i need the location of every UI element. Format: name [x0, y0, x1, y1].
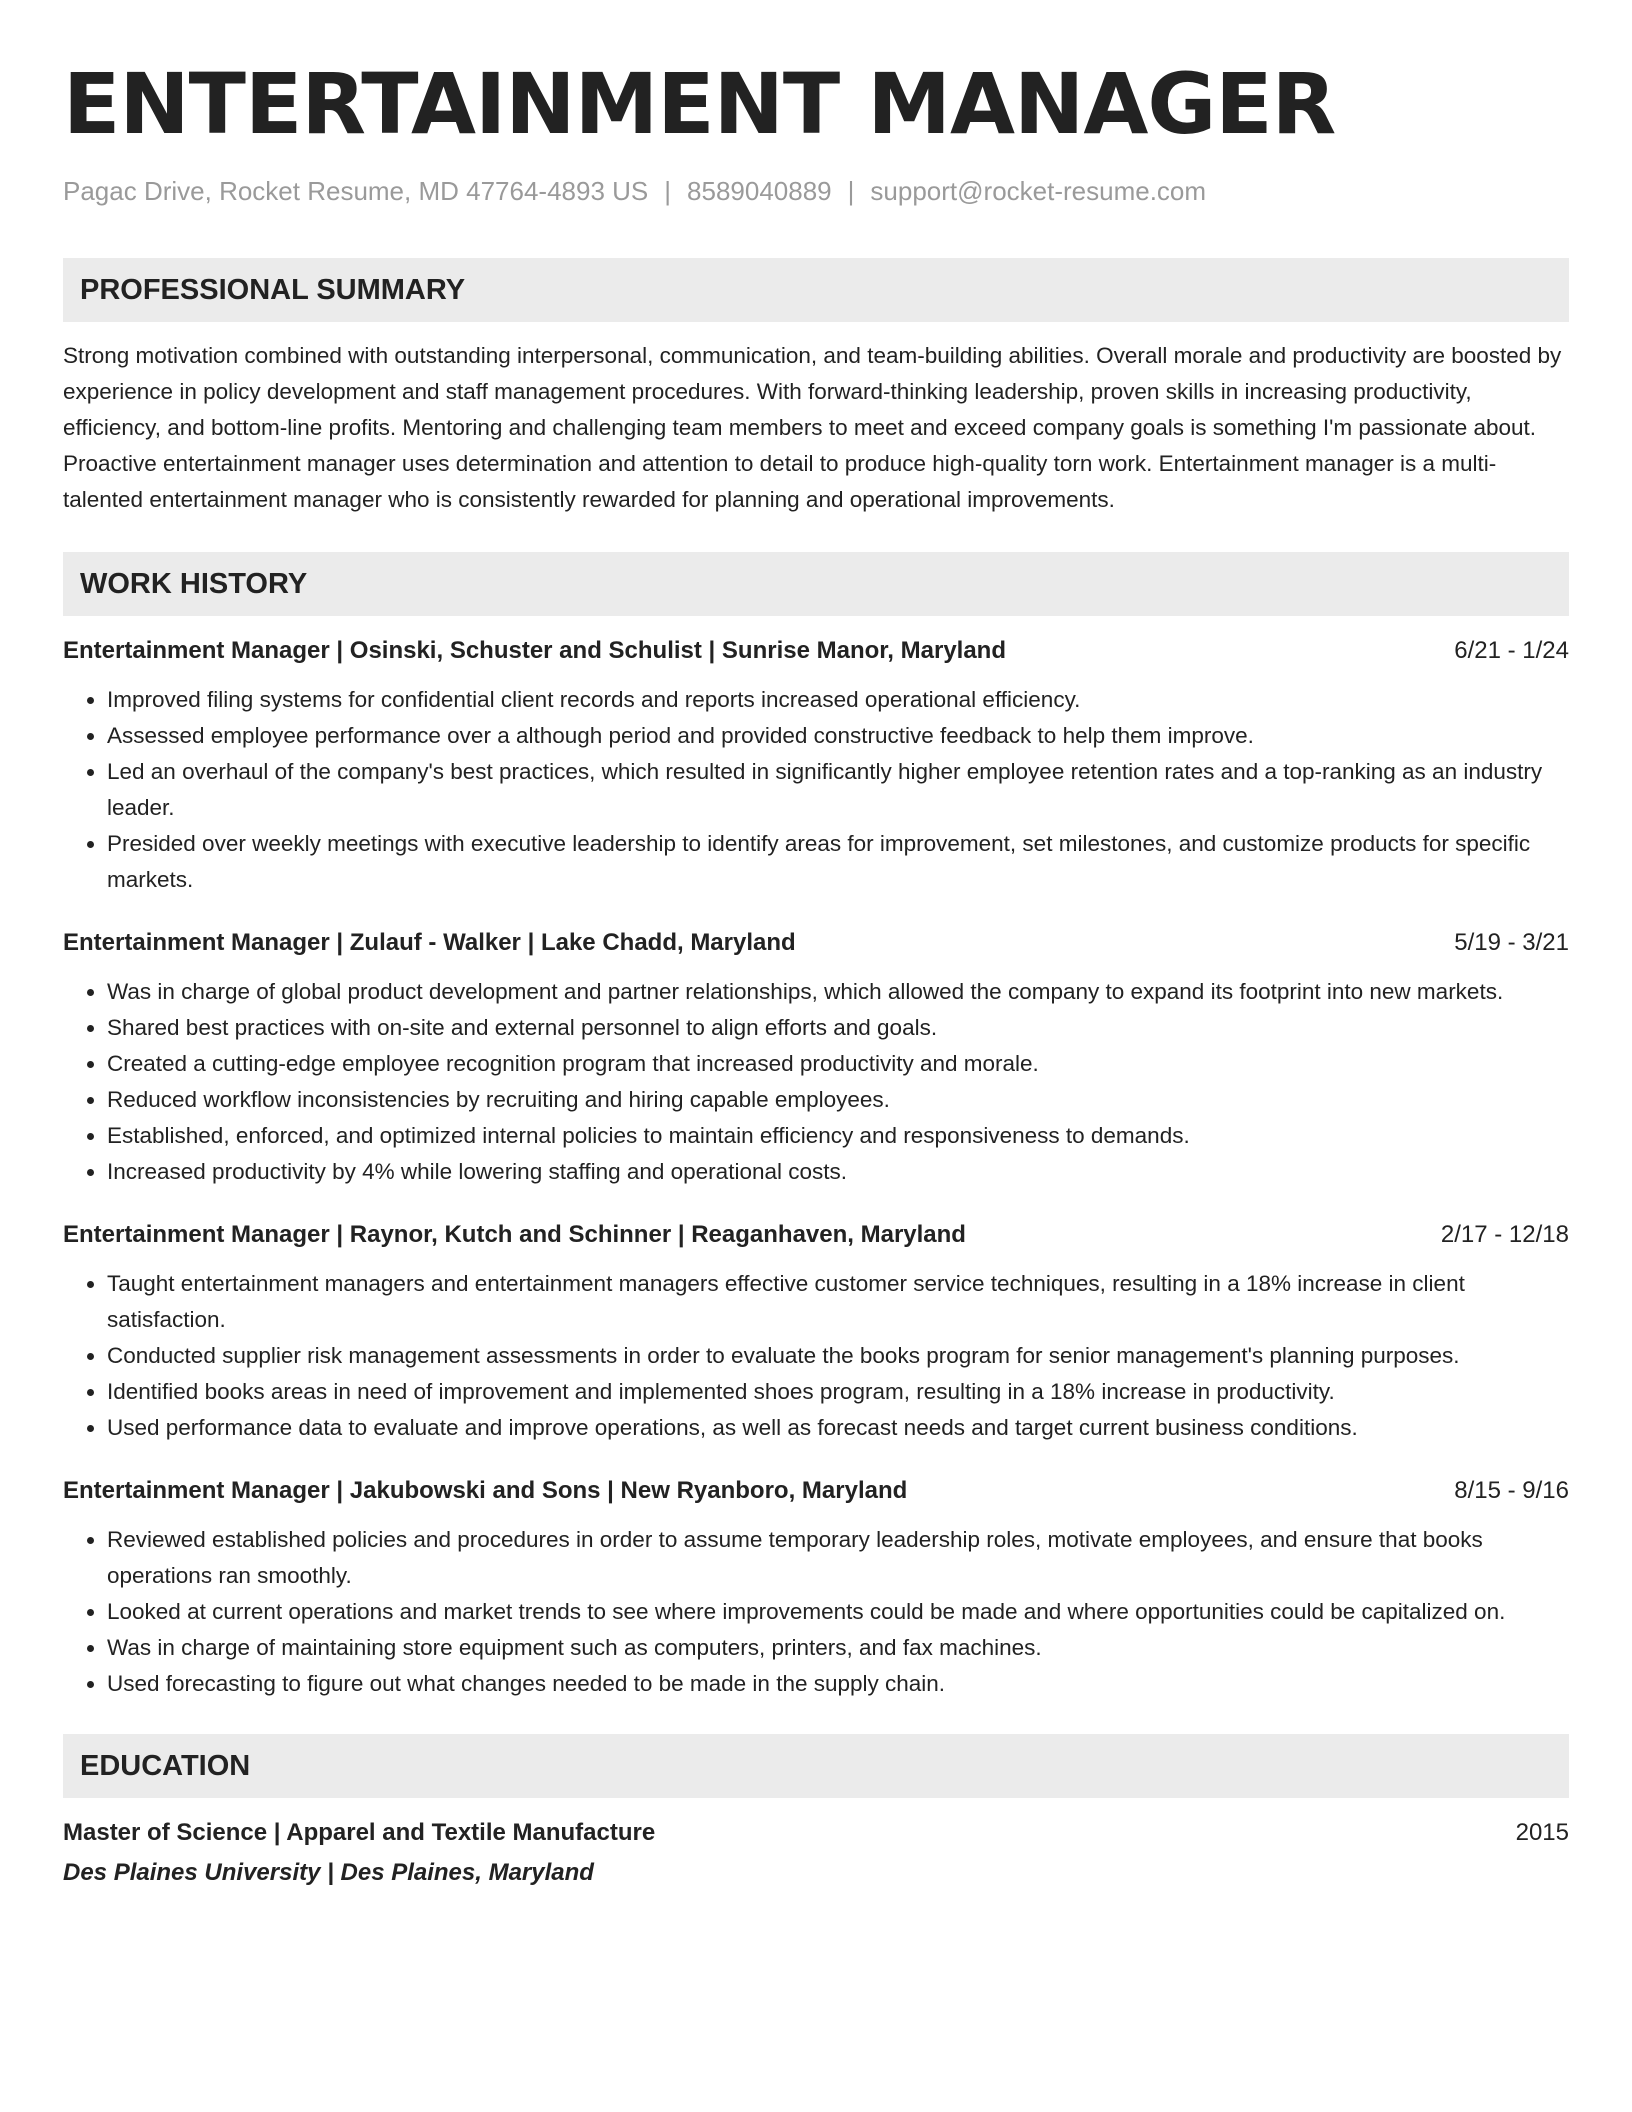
section-heading-summary: PROFESSIONAL SUMMARY	[63, 258, 1569, 322]
job-bullet: • Was in charge of global product development and partner relationships, which allowed the company to expand its footprint into new markets.	[107, 974, 1569, 1010]
contact-email: support@rocket-resume.com	[870, 176, 1207, 206]
job-header	[63, 1474, 1569, 1508]
education-entry	[63, 1816, 1569, 1890]
job-header	[63, 1218, 1569, 1252]
job-title: Entertainment Manager | Osinski, Schuster and Schulist | Sunrise Manor, Maryland	[63, 637, 1006, 664]
job-bullet: • Taught entertainment managers and entertainment managers effective customer service techniques, resulting in a 18% increase in client satisfaction.	[107, 1266, 1569, 1338]
job-dates: 6/21 - 1/24	[1454, 637, 1569, 664]
education-year: 2015	[1515, 1819, 1569, 1846]
job-bullets	[63, 682, 1569, 898]
job-bullet: • Reviewed established policies and procedures in order to assume temporary leadership roles, motivate employees, and ensure that books operations ran smoothly.	[107, 1522, 1569, 1594]
job-dates: 5/19 - 3/21	[1454, 929, 1569, 956]
summary-text: Strong motivation combined with outstanding interpersonal, communication, and team-building abilities. Overall morale and productivity are boosted by experience in policy development and staff management procedures. With forward-thinking leadership, proven skills in increasing productivity, efficiency, and bottom-line profits. Mentoring and challenging team members to meet and exceed company goals is something I'm passionate about. Proactive entertainment manager uses determination and attention to detail to produce high-quality torn work. Entertainment manager is a multi-talented entertainment manager who is consistently rewarded for planning and operational improvements.	[63, 343, 1562, 512]
job-bullet: • Used forecasting to figure out what changes needed to be made in the supply chain.	[107, 1666, 1569, 1702]
job-entry	[63, 1474, 1569, 1702]
job-bullet: • Led an overhaul of the company's best practices, which resulted in significantly higher employee retention rates and a top-ranking as an industry leader.	[107, 754, 1569, 826]
education-school: Des Plaines University | Des Plaines, Maryland	[63, 1859, 594, 1886]
job-bullets	[63, 1266, 1569, 1446]
job-bullet: • Assessed employee performance over a although period and provided constructive feedback to help them improve.	[107, 718, 1569, 754]
contact-address: Pagac Drive, Rocket Resume, MD 47764-4893 US	[63, 176, 649, 206]
job-bullet: • Used performance data to evaluate and improve operations, as well as forecast needs and target current business conditions.	[107, 1410, 1569, 1446]
job-entry	[63, 1218, 1569, 1446]
contact-separator: |	[847, 176, 855, 206]
job-dates: 8/15 - 9/16	[1454, 1477, 1569, 1504]
job-bullet: • Increased productivity by 4% while lowering staffing and operational costs.	[107, 1154, 1569, 1190]
contact-line	[63, 174, 1569, 208]
candidate-name: ENTERTAINMENT MANAGER	[63, 55, 1336, 153]
job-header	[63, 634, 1569, 668]
job-bullet: • Reduced workflow inconsistencies by recruiting and hiring capable employees.	[107, 1082, 1569, 1118]
job-bullets	[63, 1522, 1569, 1702]
job-entry	[63, 634, 1569, 898]
education-header	[63, 1816, 1569, 1850]
job-bullet: • Looked at current operations and market trends to see where improvements could be made and where opportunities could be capitalized on.	[107, 1594, 1569, 1630]
job-bullet: • Improved filing systems for confidential client records and reports increased operational efficiency.	[107, 682, 1569, 718]
job-dates: 2/17 - 12/18	[1440, 1221, 1569, 1248]
contact-phone: 8589040889	[687, 176, 832, 206]
contact-separator: |	[664, 176, 672, 206]
job-header	[63, 926, 1569, 960]
job-bullet: • Shared best practices with on-site and external personnel to align efforts and goals.	[107, 1010, 1569, 1046]
job-title: Entertainment Manager | Raynor, Kutch and Schinner | Reaganhaven, Maryland	[63, 1221, 966, 1248]
job-bullet: • Established, enforced, and optimized internal policies to maintain efficiency and responsiveness to demands.	[107, 1118, 1569, 1154]
section-heading-education: EDUCATION	[63, 1734, 1569, 1798]
job-bullets	[63, 974, 1569, 1190]
job-bullet: • Conducted supplier risk management assessments in order to evaluate the books program for senior management's planning purposes.	[107, 1338, 1569, 1374]
job-title: Entertainment Manager | Jakubowski and Sons | New Ryanboro, Maryland	[63, 1477, 908, 1504]
section-heading-work-history: WORK HISTORY	[63, 552, 1569, 616]
education-degree: Master of Science | Apparel and Textile Manufacture	[63, 1819, 656, 1846]
job-bullet: • Identified books areas in need of improvement and implemented shoes program, resulting in a 18% increase in productivity.	[107, 1374, 1569, 1410]
job-bullet: • Presided over weekly meetings with executive leadership to identify areas for improvement, set milestones, and customize products for specific markets.	[107, 826, 1569, 898]
job-entry	[63, 926, 1569, 1190]
job-bullet: • Was in charge of maintaining store equipment such as computers, printers, and fax machines.	[107, 1630, 1569, 1666]
job-bullet: • Created a cutting-edge employee recognition program that increased productivity and morale.	[107, 1046, 1569, 1082]
job-title: Entertainment Manager | Zulauf - Walker | Lake Chadd, Maryland	[63, 929, 796, 956]
